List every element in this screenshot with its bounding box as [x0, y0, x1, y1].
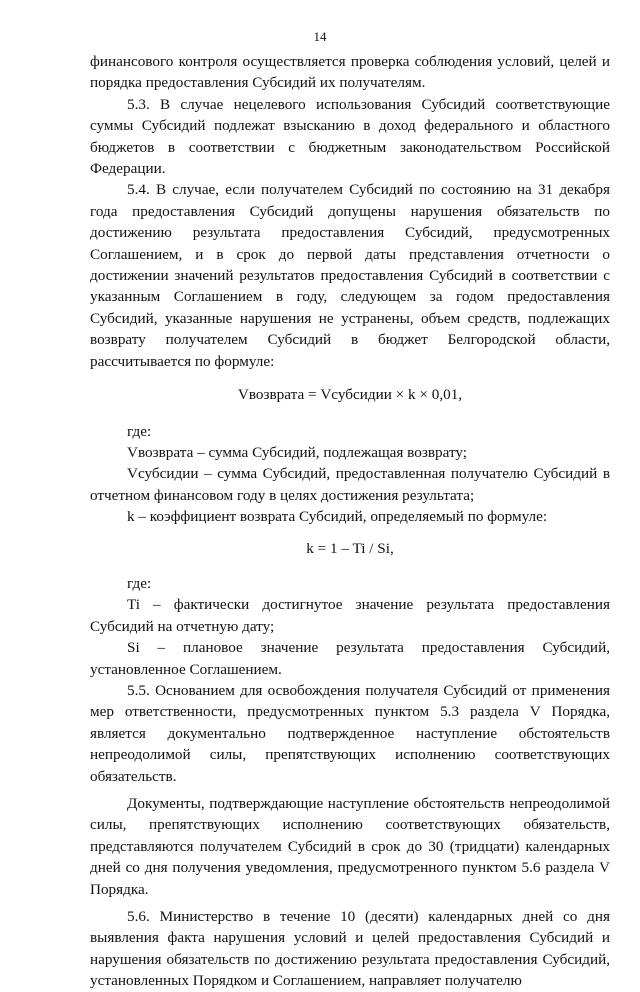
definition-v-subsidy: Vсубсидии – сумма Субсидий, предоставленная получателю Субсидий в отчетном финансовом году в целях достижения результата;: [90, 465, 610, 504]
where-label-1: где:: [127, 422, 152, 440]
paragraph-5-3: 5.3. В случае нецелевого использования Субсидий соответствующие суммы Субсидий подлежат взысканию в доход федерального и областного бюджетов в соответствии с бюджетным законодательством Российской Федерации.: [90, 95, 610, 178]
definition-si: Si – плановое значение результата предоставления Субсидий, установленное Соглашением.: [90, 639, 610, 678]
definition-ti: Ti – фактически достигнутое значение результата предоставления Субсидий на отчетную дату;: [90, 596, 610, 635]
document-body: [90, 51, 610, 992]
formula-return-amount: Vвозврата = Vсубсидии × k × 0,01,: [237, 386, 463, 404]
paragraph-5-5: 5.5. Основанием для освобождения получателя Субсидий от применения мер ответственности, предусмотренных пунктом 5.3 раздела V Порядка, является документально подтвержденное наступление обстоятельств непреодолимой силы, препятствующих исполнению соответствующих обязательств.: [90, 681, 610, 785]
paragraph-5-5-documents: Документы, подтверждающие наступление обстоятельств непреодолимой силы, препятствующих исполнению соответствующих обязательств, представляются получателем Субсидий в срок до 30 (тридцати) календарных дней со дня получения уведомления, предусмотренного пунктом 5.6 раздела V Порядка.: [90, 795, 610, 898]
paragraph-5-6: 5.6. Министерство в течение 10 (десяти) календарных дней со дня выявления факта нарушения условий и целей предоставления Субсидий и нарушения обязательств по достижению результата предоставления Субсидий, установленных Порядком и Соглашением, направляет получателю: [90, 908, 610, 990]
where-label-2: где:: [127, 574, 152, 592]
paragraph-5-4: 5.4. В случае, если получателем Субсидий по состоянию на 31 декабря года предоставления Субсидий допущены нарушения обязательств по достижению результата предоставления Субсидий, предусмотренных Соглашением, и в срок до первой даты представления отчетности о достижении значений результатов предоставления Субсидий в соответствии с указанным Соглашением в году, следующем за годом предоставления Субсидий, указанные нарушения не устранены, объем средств, подлежащих возврату получателем Субсидий в бюджет Белгородской области, рассчитывается по формуле:: [90, 181, 610, 370]
paragraph-continuation: финансового контроля осуществляется проверка соблюдения условий, целей и порядка предоставления Субсидий их получателям.: [90, 53, 610, 92]
definition-k: k – коэффициент возврата Субсидий, определяемый по формуле:: [127, 508, 548, 526]
definition-v-return: Vвозврата – сумма Субсидий, подлежащая возврату;: [127, 443, 468, 461]
formula-k: k = 1 – Ti / Si,: [306, 539, 394, 557]
page-number: 14: [313, 29, 327, 44]
